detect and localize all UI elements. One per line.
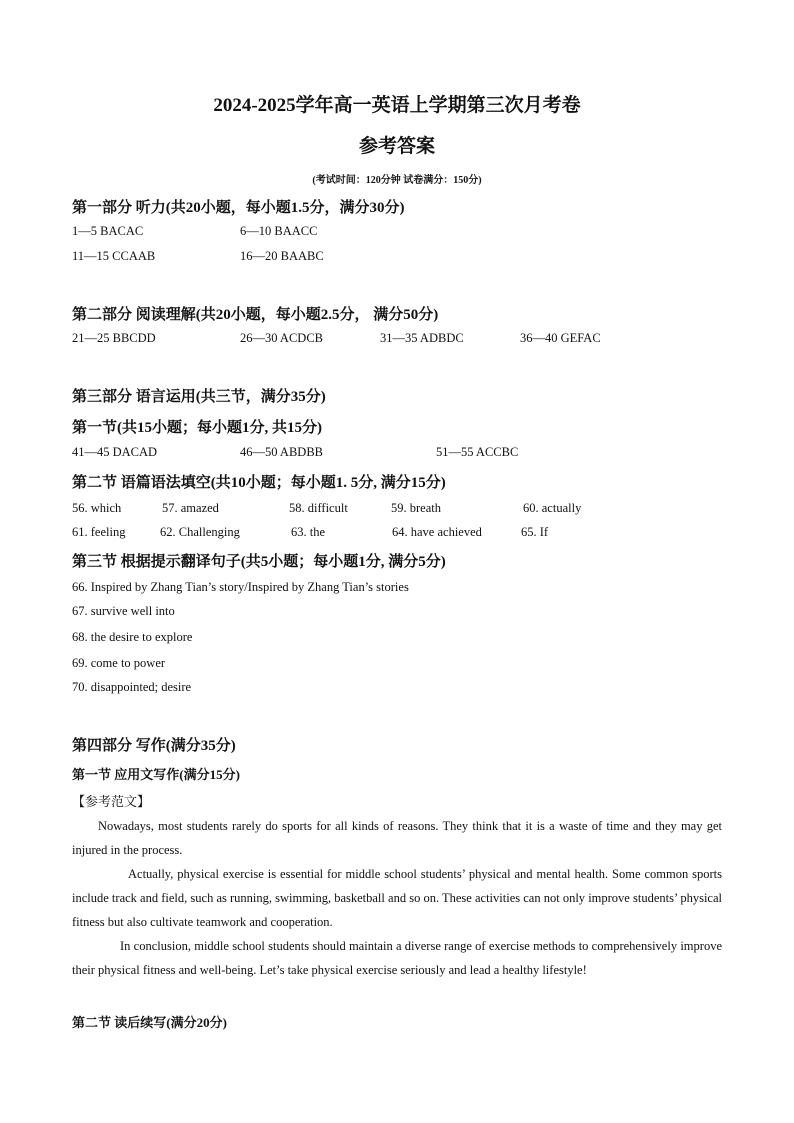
translation-answer: 66. Inspired by Zhang Tian’s story/Inspired by Zhang Tian’s stories [72, 580, 409, 594]
essay-paragraph: In conclusion, middle school students should maintain a diverse range of exercise methods to comprehensively improve their physical fitness and well-being. Let’s take physical exercise seriously and lead a healthy lifestyle! [72, 939, 722, 977]
answer-row: 51—55 ACCBC [436, 445, 519, 459]
part4-heading: 第四部分 写作(满分35分) [72, 738, 236, 754]
part3-section1-heading: 第一节(共15小题；每小题1分, 共15分) [72, 420, 322, 436]
essay-paragraph: Nowadays, most students rarely do sports for all kinds of reasons. They think that it is a waste of time and they may get injured in the process. [72, 819, 722, 857]
page-title: 2024-2025学年高一英语上学期第三次月考卷 [213, 95, 581, 116]
answer-item: 59. breath [391, 501, 441, 515]
answer-row: 36—40 GEFAC [520, 331, 601, 345]
answer-row: 21—25 BBCDD [72, 331, 156, 345]
answer-row: 11—15 CCAAB [72, 249, 156, 263]
answer-row: 6—10 BAACC [240, 224, 318, 238]
translation-answer: 67. survive well into [72, 604, 175, 618]
translation-answer: 69. come to power [72, 656, 166, 670]
answer-row: 26—30 ACDCB [240, 331, 324, 345]
answer-item: 65. If [521, 525, 549, 539]
answer-item: 57. amazed [162, 501, 219, 515]
part4-section1-heading: 第一节 应用文写作(满分15分) [72, 767, 240, 782]
answer-row: 31—35 ADBDC [380, 331, 464, 345]
part4-section2-heading: 第二节 读后续写(满分20分) [72, 1015, 227, 1030]
answer-item: 56. which [72, 501, 122, 515]
answer-item: 60. actually [523, 501, 582, 515]
answer-row: 16—20 BAABC [240, 249, 324, 263]
part3-heading: 第三部分 语言运用(共三节，满分35分) [72, 389, 326, 405]
answer-item: 61. feeling [72, 525, 126, 539]
exam-info-note: (考试时间：120分钟 试卷满分：150分) [312, 175, 482, 186]
answer-row: 46—50 ABDBB [240, 445, 324, 459]
answer-row: 1—5 BACAC [72, 224, 144, 238]
answer-item: 64. have achieved [392, 525, 482, 539]
model-essay-label: 【参考范文】 [72, 794, 151, 809]
answer-item: 58. difficult [289, 501, 348, 515]
part3-section3-heading: 第三节 根据提示翻译句子(共5小题；每小题1分, 满分5分) [72, 554, 446, 570]
answer-item: 63. the [291, 525, 326, 539]
page-subtitle: 参考答案 [358, 136, 435, 157]
translation-answer: 68. the desire to explore [72, 630, 193, 644]
essay-paragraph: Actually, physical exercise is essential for middle school students’ physical and mental health. Some common sports include track and field, such as running, swimming, basketball and so on. These activities can not only improve students’ physical fitness but also cultivate teamwork and cooperation. [72, 867, 722, 929]
part3-section2-heading: 第二节 语篇语法填空(共10小题；每小题1. 5分, 满分15分) [72, 475, 446, 491]
translation-answer: 70. disappointed; desire [72, 680, 192, 694]
answer-item: 62. Challenging [160, 525, 240, 539]
part1-heading: 第一部分 听力(共20小题，每小题1.5分，满分30分) [72, 200, 405, 216]
answer-row: 41—45 DACAD [72, 445, 158, 459]
part2-heading: 第二部分 阅读理解(共20小题，每小题2.5分， 满分50分) [72, 307, 439, 323]
